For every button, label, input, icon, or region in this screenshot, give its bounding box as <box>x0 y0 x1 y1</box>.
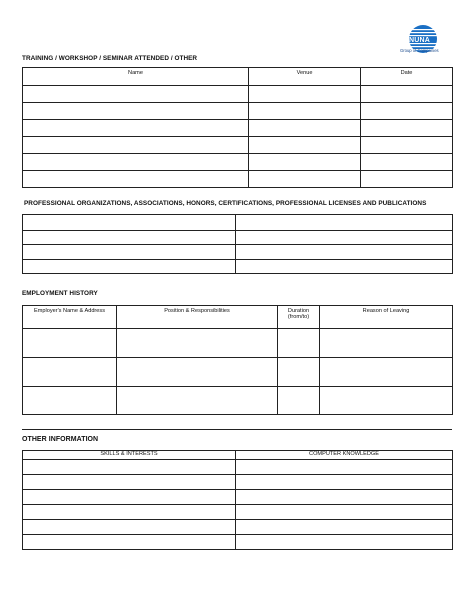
table-row <box>23 329 453 358</box>
input-cell[interactable] <box>23 387 117 415</box>
input-cell[interactable] <box>23 535 236 550</box>
input-cell[interactable] <box>23 103 249 120</box>
table-row <box>23 535 453 550</box>
table-row <box>23 490 453 505</box>
input-cell[interactable] <box>117 387 278 415</box>
input-cell[interactable] <box>23 329 117 358</box>
input-cell[interactable] <box>23 245 236 260</box>
logo-name: NUNA <box>409 37 431 44</box>
input-cell[interactable] <box>23 505 236 520</box>
other-information-table <box>22 450 453 550</box>
input-cell[interactable] <box>249 137 361 154</box>
column-header: COMPUTER KNOWLEDGE <box>236 451 453 460</box>
column-header: Position & Responsibilities <box>117 306 278 329</box>
input-cell[interactable] <box>23 154 249 171</box>
input-cell[interactable] <box>236 475 453 490</box>
column-header: Duration (from/to) <box>278 306 320 329</box>
table-row <box>23 505 453 520</box>
professional-table <box>22 214 453 274</box>
other-section-title: OTHER INFORMATION <box>22 436 99 443</box>
input-cell[interactable] <box>320 387 453 415</box>
input-cell[interactable] <box>249 171 361 188</box>
section-divider <box>22 429 452 430</box>
table-row <box>23 120 453 137</box>
table-row <box>23 245 453 260</box>
input-cell[interactable] <box>361 120 453 137</box>
input-cell[interactable] <box>320 329 453 358</box>
table-row <box>23 137 453 154</box>
input-cell[interactable] <box>23 460 236 475</box>
input-cell[interactable] <box>23 520 236 535</box>
table-row <box>23 154 453 171</box>
column-header: Employer's Name & Address <box>23 306 117 329</box>
table-row <box>23 86 453 103</box>
input-cell[interactable] <box>236 245 453 260</box>
table-row <box>23 103 453 120</box>
input-cell[interactable] <box>361 103 453 120</box>
input-cell[interactable] <box>23 231 236 245</box>
input-cell[interactable] <box>361 171 453 188</box>
input-cell[interactable] <box>23 490 236 505</box>
input-cell[interactable] <box>361 86 453 103</box>
input-cell[interactable] <box>361 154 453 171</box>
input-cell[interactable] <box>249 86 361 103</box>
input-cell[interactable] <box>23 358 117 387</box>
input-cell[interactable] <box>361 137 453 154</box>
input-cell[interactable] <box>23 475 236 490</box>
table-row <box>23 387 453 415</box>
logo-tagline: Group of Companies <box>400 48 439 53</box>
table-row <box>23 215 453 231</box>
input-cell[interactable] <box>236 505 453 520</box>
input-cell[interactable] <box>236 215 453 231</box>
table-row <box>23 460 453 475</box>
input-cell[interactable] <box>23 215 236 231</box>
column-header: Venue <box>249 68 361 86</box>
input-cell[interactable] <box>249 103 361 120</box>
input-cell[interactable] <box>117 358 278 387</box>
table-row <box>23 171 453 188</box>
table-row <box>23 231 453 245</box>
input-cell[interactable] <box>236 520 453 535</box>
table-header-row <box>23 306 453 329</box>
table-row <box>23 520 453 535</box>
input-cell[interactable] <box>236 260 453 274</box>
input-cell[interactable] <box>320 358 453 387</box>
input-cell[interactable] <box>249 120 361 137</box>
table-row <box>23 475 453 490</box>
input-cell[interactable] <box>23 171 249 188</box>
employment-table <box>22 305 453 415</box>
training-section-title: TRAINING / WORKSHOP / SEMINAR ATTENDED / OTHER <box>22 55 198 62</box>
table-row <box>23 260 453 274</box>
table-header-row <box>23 451 453 460</box>
input-cell[interactable] <box>249 154 361 171</box>
input-cell[interactable] <box>236 460 453 475</box>
column-header: Date <box>361 68 453 86</box>
employment-section-title: EMPLOYMENT HISTORY <box>22 290 98 297</box>
input-cell[interactable] <box>23 137 249 154</box>
input-cell[interactable] <box>236 535 453 550</box>
input-cell[interactable] <box>23 86 249 103</box>
input-cell[interactable] <box>278 358 320 387</box>
column-header: Reason of Leaving <box>320 306 453 329</box>
input-cell[interactable] <box>117 329 278 358</box>
training-table <box>22 67 453 188</box>
input-cell[interactable] <box>236 490 453 505</box>
input-cell[interactable] <box>278 329 320 358</box>
input-cell[interactable] <box>278 387 320 415</box>
column-header: SKILLS & INTERESTS <box>23 451 236 460</box>
input-cell[interactable] <box>23 260 236 274</box>
professional-section-title: PROFESSIONAL ORGANIZATIONS, ASSOCIATIONS, HONORS, CERTIFICATIONS, PROFESSIONAL LICENSES AND PUBLICATIONS <box>24 200 427 207</box>
input-cell[interactable] <box>23 120 249 137</box>
table-header-row <box>23 68 453 86</box>
column-header: Name <box>23 68 249 86</box>
input-cell[interactable] <box>236 231 453 245</box>
table-row <box>23 358 453 387</box>
